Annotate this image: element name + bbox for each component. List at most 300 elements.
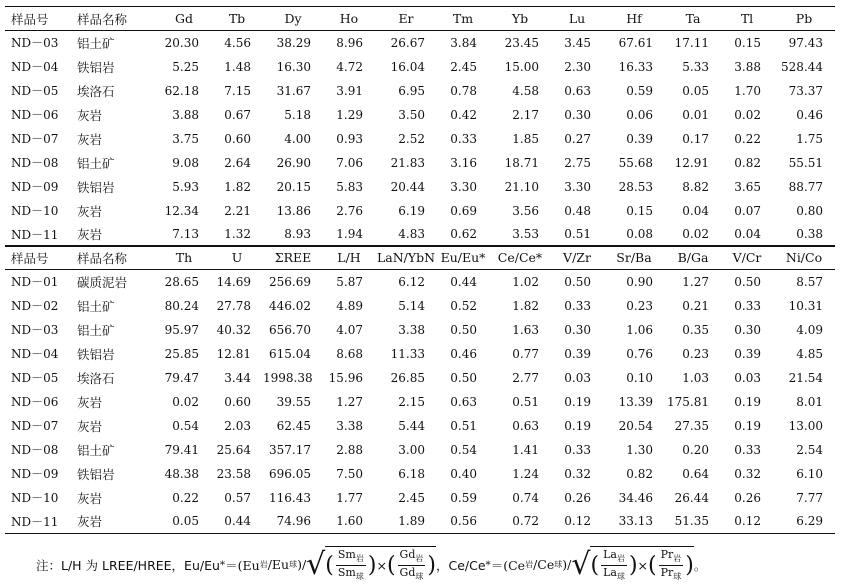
table2-cell: 0.76 bbox=[626, 346, 653, 361]
table2-cell: 0.10 bbox=[626, 370, 653, 385]
table2-cell: 28.65 bbox=[164, 274, 199, 289]
table1-cell: 31.67 bbox=[276, 83, 311, 98]
table2-cell: 3.44 bbox=[224, 370, 251, 385]
table2-cell: 10.31 bbox=[788, 298, 823, 313]
table2-cell: 1.77 bbox=[336, 490, 363, 505]
table2-cell: 3.38 bbox=[336, 418, 363, 433]
table1-cell: 0.05 bbox=[682, 83, 709, 98]
table2-header-cell: B/Ga bbox=[677, 250, 709, 265]
table2-cell: 0.50 bbox=[564, 274, 591, 289]
table1-cell: 0.27 bbox=[564, 131, 591, 146]
table1-row bbox=[5, 151, 835, 175]
paren-open-icon: ( bbox=[325, 552, 334, 578]
table1-cell: 528.44 bbox=[781, 59, 823, 74]
table2-cell: 175.81 bbox=[667, 394, 709, 409]
table2-cell: 0.60 bbox=[224, 394, 251, 409]
table2-cell: 4.85 bbox=[796, 346, 823, 361]
table1-cell: 埃洛石 bbox=[77, 83, 115, 99]
table1-cell: 0.38 bbox=[796, 227, 823, 242]
table1-cell: 1.29 bbox=[336, 107, 363, 122]
table1-cell: 5.93 bbox=[172, 179, 199, 194]
table2-cell: 0.33 bbox=[564, 298, 591, 313]
table1-header-cell: Ta bbox=[685, 11, 701, 26]
table2-cell: 0.56 bbox=[450, 514, 477, 529]
table1-cell: 铁铝岩 bbox=[77, 59, 115, 75]
table1-cell: 3.56 bbox=[512, 203, 539, 218]
table2-header-cell: Th bbox=[175, 250, 193, 265]
frac-pr bbox=[659, 548, 684, 583]
table1-row bbox=[5, 103, 835, 127]
table2-cell: 0.26 bbox=[564, 490, 591, 505]
table2-cell: 0.57 bbox=[224, 490, 251, 505]
frac-sm-den: Sm bbox=[337, 566, 356, 580]
table2-cell: 8.68 bbox=[336, 346, 363, 361]
note-prefix: 注：L/H 为 LREE/HREE，Eu/Eu bbox=[36, 557, 220, 573]
table2-cell: 0.32 bbox=[564, 466, 591, 481]
table1-cell: 3.75 bbox=[172, 131, 199, 146]
table1-header-cell: 样品号 bbox=[11, 11, 49, 27]
table1-cell: 28.53 bbox=[618, 179, 653, 194]
table1-row bbox=[5, 31, 835, 55]
note-end: 。 bbox=[693, 557, 707, 573]
table2-cell: 0.40 bbox=[450, 466, 477, 481]
table2-cell: 0.63 bbox=[512, 418, 539, 433]
paren-open-icon-4: ( bbox=[648, 552, 657, 578]
table1-cell: 3.91 bbox=[336, 83, 363, 98]
radical-sign-icon-2: √ bbox=[571, 546, 591, 582]
table1-header-cell: Tm bbox=[452, 11, 474, 26]
table2-cell: 0.59 bbox=[450, 490, 477, 505]
table2-cell: 26.85 bbox=[390, 370, 425, 385]
frac-gd-den-sub: 球 bbox=[415, 572, 424, 582]
table1-cell: 2.45 bbox=[450, 59, 477, 74]
table2-cell: 8.57 bbox=[796, 274, 823, 289]
sqrt-ce bbox=[571, 546, 694, 583]
table2-cell: 0.77 bbox=[512, 346, 539, 361]
table2-cell: 灰岩 bbox=[77, 418, 103, 434]
table2-cell: 0.39 bbox=[564, 346, 591, 361]
table2-cell: 80.24 bbox=[164, 298, 199, 313]
table1-cell: 15.00 bbox=[504, 59, 539, 74]
table2-cell: 埃洛石 bbox=[77, 370, 115, 386]
table1-cell: 2.30 bbox=[564, 59, 591, 74]
table2-cell: 357.17 bbox=[269, 442, 311, 457]
note-sub-rock-1: 岩 bbox=[259, 560, 268, 570]
table1-cell: 0.15 bbox=[626, 203, 653, 218]
table1-cell: 4.00 bbox=[284, 131, 311, 146]
table2-cell: 0.44 bbox=[224, 514, 251, 529]
table1-cell: ND－06 bbox=[11, 108, 59, 122]
table1-cell: 4.83 bbox=[398, 227, 425, 242]
table2-cell: 23.58 bbox=[216, 466, 251, 481]
frac-pr-num-sub: 岩 bbox=[673, 554, 682, 564]
table2-cell: 2.03 bbox=[224, 418, 251, 433]
table2-cell: 铝土矿 bbox=[77, 442, 115, 458]
table2-cell: 6.10 bbox=[796, 466, 823, 481]
table2-cell: 1.27 bbox=[682, 274, 709, 289]
table1-cell: 55.51 bbox=[788, 155, 823, 170]
table2-cell: 0.23 bbox=[682, 346, 709, 361]
table1-cell: ND－11 bbox=[11, 227, 59, 242]
table1-cell: 4.58 bbox=[512, 83, 539, 98]
table2-row bbox=[5, 438, 835, 462]
table1-cell: 3.16 bbox=[450, 155, 477, 170]
table2-cell: 95.97 bbox=[164, 322, 199, 337]
table2-row bbox=[5, 462, 835, 486]
table2-cell: 74.96 bbox=[276, 514, 311, 529]
sqrt-eu bbox=[306, 546, 436, 583]
table2-cell: 1.02 bbox=[512, 274, 539, 289]
table1-cell: 2.21 bbox=[224, 203, 251, 218]
table2-row bbox=[5, 510, 835, 534]
table2-cell: 铁铝岩 bbox=[77, 346, 115, 362]
table2-cell: 0.19 bbox=[564, 394, 591, 409]
table1-cell: 0.39 bbox=[626, 131, 653, 146]
table1-cell: 0.17 bbox=[682, 131, 709, 146]
table2-cell: 碳质泥岩 bbox=[77, 274, 128, 290]
table2-cell: 3.38 bbox=[398, 322, 425, 337]
table2-cell: 0.54 bbox=[172, 418, 199, 433]
table1-cell: 3.88 bbox=[734, 59, 761, 74]
table2-cell: 0.19 bbox=[734, 418, 761, 433]
table2-cell: 0.30 bbox=[734, 322, 761, 337]
table1-cell: 5.83 bbox=[336, 179, 363, 194]
table2-cell: 1.03 bbox=[682, 370, 709, 385]
note-sub-ball-2: 球 bbox=[554, 560, 563, 570]
table2-cell: 6.29 bbox=[796, 514, 823, 529]
table1-cell: 6.95 bbox=[398, 83, 425, 98]
table1-body bbox=[5, 31, 835, 247]
table1-cell: 0.04 bbox=[734, 227, 761, 242]
table2-row bbox=[5, 270, 835, 294]
table2-header-cell: ΣREE bbox=[274, 250, 312, 265]
table1-cell: 0.42 bbox=[450, 107, 477, 122]
table1-cell: 0.30 bbox=[564, 107, 591, 122]
table1-cell: 2.75 bbox=[564, 155, 591, 170]
times-2: × bbox=[637, 558, 649, 574]
table2-cell: 615.04 bbox=[269, 346, 311, 361]
frac-sm bbox=[336, 548, 366, 583]
table2-cell: 11.33 bbox=[390, 346, 425, 361]
table1-cell: 铝土矿 bbox=[77, 155, 115, 171]
trace-element-table-2 bbox=[5, 245, 835, 534]
table1-cell: 3.30 bbox=[564, 179, 591, 194]
table1-header-row bbox=[5, 7, 835, 31]
table1-cell: 0.69 bbox=[450, 203, 477, 218]
table2-cell: 0.64 bbox=[682, 466, 709, 481]
table2-row bbox=[5, 342, 835, 366]
table1-cell: 0.04 bbox=[682, 203, 709, 218]
table1-cell: 21.10 bbox=[504, 179, 539, 194]
table1-cell: 20.44 bbox=[390, 179, 425, 194]
table1-cell: 1.94 bbox=[336, 227, 363, 242]
table2-cell: 62.45 bbox=[276, 418, 311, 433]
table1-cell: 16.30 bbox=[276, 59, 311, 74]
frac-pr-den: Pr bbox=[660, 566, 674, 580]
table1-cell: 88.77 bbox=[788, 179, 823, 194]
table1-cell: 2.76 bbox=[336, 203, 363, 218]
frac-la-num: La bbox=[603, 548, 617, 561]
table2-cell: 656.70 bbox=[269, 322, 311, 337]
table1-cell: 0.80 bbox=[796, 203, 823, 218]
table2-cell: 0.33 bbox=[734, 442, 761, 457]
table1-cell: 0.22 bbox=[734, 131, 761, 146]
table2-cell: 12.81 bbox=[216, 346, 251, 361]
table1-cell: 灰岩 bbox=[77, 131, 103, 147]
table1-cell: 5.25 bbox=[172, 59, 199, 74]
table2-cell: ND－09 bbox=[11, 467, 59, 481]
table1-cell: 1.32 bbox=[224, 227, 251, 242]
table1-header-cell: Tb bbox=[228, 11, 246, 26]
table1-cell: 0.46 bbox=[796, 107, 823, 122]
table2-cell: 0.30 bbox=[564, 322, 591, 337]
table1-cell: 4.72 bbox=[336, 59, 363, 74]
table1-cell: 12.91 bbox=[674, 155, 709, 170]
table2-cell: 4.89 bbox=[336, 298, 363, 313]
table2-cell: 2.15 bbox=[398, 394, 425, 409]
table1-cell: 0.07 bbox=[734, 203, 761, 218]
table2-cell: 0.33 bbox=[564, 442, 591, 457]
table1-cell: 5.18 bbox=[284, 107, 311, 122]
table2-cell: ND－07 bbox=[11, 419, 59, 433]
table2-cell: 灰岩 bbox=[77, 514, 103, 530]
table1-cell: 18.71 bbox=[504, 155, 539, 170]
table2-row bbox=[5, 318, 835, 342]
note-slash1: /Eu bbox=[267, 557, 290, 573]
table2-cell: 1.63 bbox=[512, 322, 539, 337]
table1-cell: ND－04 bbox=[11, 60, 59, 74]
table2-cell: 13.39 bbox=[618, 394, 653, 409]
table1-cell: 20.15 bbox=[276, 179, 311, 194]
table1-cell: ND－05 bbox=[11, 84, 59, 98]
table2-cell: 4.09 bbox=[796, 322, 823, 337]
table2-cell: 6.18 bbox=[398, 466, 425, 481]
table2-cell: 2.77 bbox=[512, 370, 539, 385]
table2-row bbox=[5, 414, 835, 438]
table1-cell: 6.19 bbox=[398, 203, 425, 218]
table1-cell: 0.08 bbox=[626, 227, 653, 242]
radical-sign-icon: √ bbox=[306, 546, 326, 582]
table2-header-cell: 样品号 bbox=[11, 250, 49, 266]
table1-header-cell: Pb bbox=[795, 11, 813, 26]
table1-cell: 26.67 bbox=[390, 35, 425, 50]
table2-cell: 0.54 bbox=[450, 442, 477, 457]
table1-cell: 3.88 bbox=[172, 107, 199, 122]
paren-open-icon-3: ( bbox=[590, 552, 600, 578]
table2-cell: 铝土矿 bbox=[77, 322, 115, 338]
table1-row bbox=[5, 223, 835, 247]
table2-header-cell: Sr/Ba bbox=[616, 250, 652, 265]
sqrt-ce-body bbox=[590, 546, 693, 583]
table2-cell: 3.00 bbox=[398, 442, 425, 457]
table2-cell: 5.14 bbox=[398, 298, 425, 313]
table2-cell: 8.01 bbox=[796, 394, 823, 409]
note-star-1: * bbox=[219, 558, 226, 571]
table1-cell: 3.50 bbox=[398, 107, 425, 122]
table1-cell: 0.02 bbox=[734, 107, 761, 122]
table1-cell: 2.64 bbox=[224, 155, 251, 170]
table2-cell: 0.03 bbox=[564, 370, 591, 385]
table1-cell: 8.96 bbox=[336, 35, 363, 50]
table2-cell: 0.23 bbox=[626, 298, 653, 313]
table1-cell: 灰岩 bbox=[77, 203, 103, 219]
table2-cell: 27.35 bbox=[674, 418, 709, 433]
table2-cell: 0.72 bbox=[512, 514, 539, 529]
table1-header-cell: Ho bbox=[339, 11, 359, 26]
table2-body bbox=[5, 270, 835, 534]
table2-cell: 0.19 bbox=[564, 418, 591, 433]
table2-cell: 33.13 bbox=[618, 514, 653, 529]
table1-row bbox=[5, 199, 835, 223]
table1-cell: 1.48 bbox=[224, 59, 251, 74]
times-1: × bbox=[376, 558, 387, 574]
table1-cell: 0.67 bbox=[224, 107, 251, 122]
table2-row bbox=[5, 366, 835, 390]
note-sub-rock-2: 岩 bbox=[525, 560, 534, 570]
table1-cell: 3.65 bbox=[734, 179, 761, 194]
table2-cell: 0.12 bbox=[734, 514, 761, 529]
table2-cell: 1.06 bbox=[626, 322, 653, 337]
table2-cell: 0.63 bbox=[450, 394, 477, 409]
frac-sm-den-sub: 球 bbox=[355, 572, 364, 582]
table2-cell: 0.46 bbox=[450, 346, 477, 361]
table1-cell: 21.83 bbox=[390, 155, 425, 170]
paren-close-icon-4: ) bbox=[685, 552, 694, 578]
table1-cell: 55.68 bbox=[618, 155, 653, 170]
table2-cell: ND－11 bbox=[11, 514, 59, 529]
table1-cell: 3.84 bbox=[450, 35, 477, 50]
table1-cell: 3.30 bbox=[450, 179, 477, 194]
table2-cell: 1.82 bbox=[512, 298, 539, 313]
table1-cell: 17.11 bbox=[674, 35, 709, 50]
table1-cell: 灰岩 bbox=[77, 107, 103, 123]
table2-cell: 696.05 bbox=[269, 466, 311, 481]
table1-cell: ND－10 bbox=[11, 204, 59, 218]
table1-cell: 13.86 bbox=[276, 203, 311, 218]
frac-la bbox=[601, 548, 627, 583]
table2-cell: 0.44 bbox=[450, 274, 477, 289]
table1-cell: 0.06 bbox=[626, 107, 653, 122]
table2-cell: ND－10 bbox=[11, 491, 59, 505]
table1-header-cell: Dy bbox=[284, 11, 302, 26]
table1-cell: 铝土矿 bbox=[77, 35, 115, 51]
table2-cell: 0.50 bbox=[450, 322, 477, 337]
table1-cell: 0.48 bbox=[564, 203, 591, 218]
table2-cell: 0.50 bbox=[734, 274, 761, 289]
table2-header-cell: 样品名称 bbox=[77, 250, 128, 266]
table2-cell: 25.85 bbox=[164, 346, 199, 361]
table2-cell: 2.45 bbox=[398, 490, 425, 505]
frac-la-den-sub: 球 bbox=[616, 572, 625, 582]
table2-cell: 6.12 bbox=[398, 274, 425, 289]
table1-header-cell: Gd bbox=[175, 11, 193, 26]
table1-cell: 0.02 bbox=[682, 227, 709, 242]
note-eq1: ＝(Eu bbox=[225, 557, 260, 573]
table1-cell: ND－07 bbox=[11, 132, 59, 146]
table2-row bbox=[5, 294, 835, 318]
frac-sm-num-sub: 岩 bbox=[355, 554, 364, 564]
table1-cell: 67.61 bbox=[618, 35, 653, 50]
table2-cell: 0.12 bbox=[564, 514, 591, 529]
note-eq2: ＝(Ce bbox=[490, 557, 526, 573]
table2-cell: 5.44 bbox=[398, 418, 425, 433]
table1-cell: 5.33 bbox=[682, 59, 709, 74]
table2-cell: 26.44 bbox=[674, 490, 709, 505]
table2-cell: 0.32 bbox=[734, 466, 761, 481]
table2-cell: 2.54 bbox=[796, 442, 823, 457]
note-close1: )/ bbox=[297, 557, 307, 573]
table1-cell: 8.82 bbox=[682, 179, 709, 194]
table1-cell: 1.85 bbox=[512, 131, 539, 146]
note-close2: )/ bbox=[562, 557, 572, 573]
paren-close-icon-2: ) bbox=[427, 552, 436, 578]
table1-cell: 97.43 bbox=[788, 35, 823, 50]
table2-cell: 0.19 bbox=[734, 394, 761, 409]
table2-cell: 79.47 bbox=[164, 370, 199, 385]
table1-header-cell: 样品名称 bbox=[77, 11, 128, 27]
table2-row bbox=[5, 486, 835, 510]
table1-cell: 0.51 bbox=[564, 227, 591, 242]
table2-cell: 1.60 bbox=[336, 514, 363, 529]
table2-cell: 15.96 bbox=[328, 370, 363, 385]
table2-cell: 0.51 bbox=[512, 394, 539, 409]
table2-cell: 39.55 bbox=[276, 394, 311, 409]
table1-cell: 16.04 bbox=[390, 59, 425, 74]
table2-cell: 0.02 bbox=[172, 394, 199, 409]
table2-cell: ND－04 bbox=[11, 347, 59, 361]
table2-header-cell: U bbox=[231, 250, 243, 265]
table2-header-cell: L/H bbox=[337, 250, 361, 265]
table2-cell: 0.22 bbox=[172, 490, 199, 505]
table1-header-cell: Yb bbox=[511, 11, 529, 26]
table-footnote bbox=[36, 546, 826, 583]
table1-header-cell: Lu bbox=[568, 11, 586, 26]
table1-cell: 0.78 bbox=[450, 83, 477, 98]
table2-cell: 1.89 bbox=[398, 514, 425, 529]
table2-cell: 34.46 bbox=[618, 490, 653, 505]
table2-cell: 0.26 bbox=[734, 490, 761, 505]
table1-cell: 1.75 bbox=[796, 131, 823, 146]
table1-cell: 62.18 bbox=[164, 83, 199, 98]
table2-cell: 铁铝岩 bbox=[77, 466, 115, 482]
table2-cell: 灰岩 bbox=[77, 490, 103, 506]
table2-header-cell: Ni/Co bbox=[785, 250, 823, 265]
table2-cell: 0.21 bbox=[682, 298, 709, 313]
table2-cell: 1998.38 bbox=[263, 370, 313, 385]
frac-gd-num-sub: 岩 bbox=[415, 554, 424, 564]
table1-row bbox=[5, 127, 835, 151]
trace-element-table-1 bbox=[5, 6, 835, 247]
table1-header-cell: Er bbox=[398, 11, 414, 26]
table2-cell: 灰岩 bbox=[77, 394, 103, 410]
table2-cell: 14.69 bbox=[216, 274, 251, 289]
table1-cell: 0.59 bbox=[626, 83, 653, 98]
frac-sm-num: Sm bbox=[337, 548, 356, 561]
frac-pr-num: Pr bbox=[660, 548, 674, 561]
table1-cell: 4.56 bbox=[224, 35, 251, 50]
table1-cell: 0.01 bbox=[682, 107, 709, 122]
paren-close-icon-3: ) bbox=[628, 552, 638, 578]
table2-cell: 40.32 bbox=[216, 322, 251, 337]
table2-cell: 446.02 bbox=[269, 298, 311, 313]
table2-cell: 7.77 bbox=[796, 490, 823, 505]
table2-cell: 0.33 bbox=[734, 298, 761, 313]
table2-cell: 铝土矿 bbox=[77, 298, 115, 314]
table1-row bbox=[5, 55, 835, 79]
table2-cell: ND－03 bbox=[11, 323, 59, 337]
table2-cell: 0.52 bbox=[450, 298, 477, 313]
table2-cell: ND－06 bbox=[11, 395, 59, 409]
